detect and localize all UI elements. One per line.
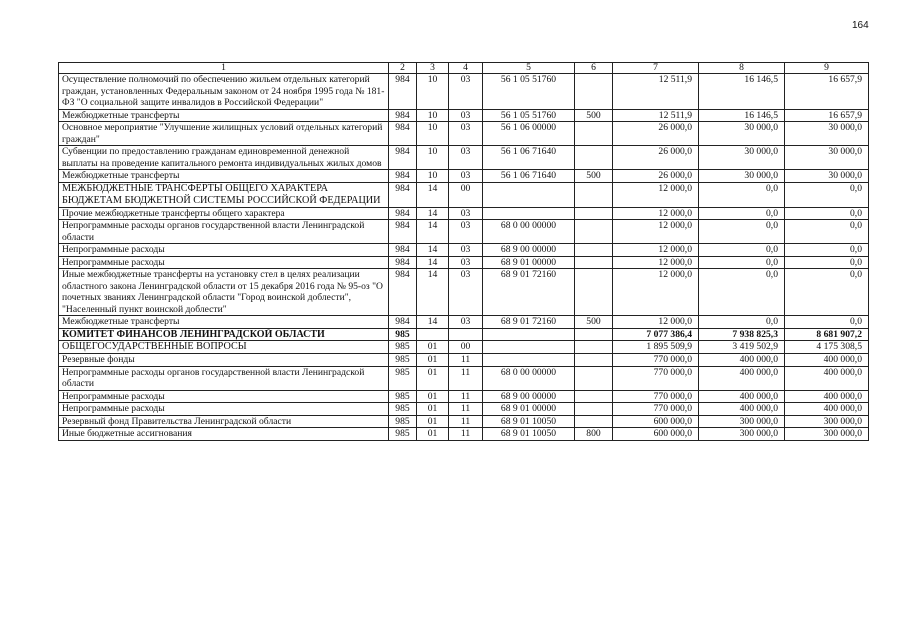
row-target-article: 56 1 05 51760 [483,74,575,110]
table-row [59,269,869,316]
row-amount-2: 30 000,0 [699,170,785,183]
row-amount-1: 26 000,0 [613,122,699,146]
row-amount-1: 600 000,0 [613,415,699,428]
row-amount-3: 16 657,9 [785,109,869,122]
row-name: Непрограммные расходы [59,390,389,403]
row-target-article: 56 1 06 71640 [483,170,575,183]
row-grbs: 984 [389,122,417,146]
row-amount-2: 0,0 [699,220,785,244]
row-amount-3: 16 657,9 [785,74,869,110]
row-grbs: 985 [389,328,417,341]
row-amount-3: 0,0 [785,256,869,269]
row-grbs: 984 [389,170,417,183]
row-amount-3: 0,0 [785,182,869,207]
row-name: Осуществление полномочий по обеспечению жильем отдельных категорий граждан, установленных Федеральным законом от 24 ноября 1995 года № 181-ФЗ "О социальной защите инвалидов в Российской Федерации" [59,74,389,110]
row-section: 01 [417,415,449,428]
row-amount-2: 30 000,0 [699,146,785,170]
table-row [59,74,869,110]
row-target-article [483,182,575,207]
row-amount-3: 0,0 [785,207,869,220]
row-grbs: 985 [389,403,417,416]
row-grbs: 984 [389,74,417,110]
row-amount-1: 12 000,0 [613,182,699,207]
row-target-article: 68 9 01 10050 [483,428,575,441]
table-row [59,256,869,269]
row-name: Резервные фонды [59,354,389,367]
row-expense-type [575,74,613,110]
row-amount-2: 7 938 825,3 [699,328,785,341]
row-target-article: 68 9 01 00000 [483,256,575,269]
row-target-article: 56 1 05 51760 [483,109,575,122]
row-amount-3: 0,0 [785,316,869,329]
row-amount-1: 770 000,0 [613,403,699,416]
row-amount-1: 12 000,0 [613,316,699,329]
row-amount-3: 4 175 308,5 [785,341,869,354]
row-target-article [483,341,575,354]
table-row [59,182,869,207]
row-name: ОБЩЕГОСУДАРСТВЕННЫЕ ВОПРОСЫ [59,341,389,354]
row-amount-2: 0,0 [699,316,785,329]
row-subsection: 03 [449,269,483,316]
row-name: Межбюджетные трансферты [59,170,389,183]
row-subsection: 11 [449,428,483,441]
row-subsection: 03 [449,122,483,146]
row-name: МЕЖБЮДЖЕТНЫЕ ТРАНСФЕРТЫ ОБЩЕГО ХАРАКТЕРА БЮДЖЕТАМ БЮДЖЕТНОЙ СИСТЕМЫ РОССИЙСКОЙ ФЕДЕРАЦИИ [59,182,389,207]
row-subsection: 03 [449,109,483,122]
col-header-8: 8 [699,63,785,74]
row-expense-type [575,341,613,354]
row-section: 10 [417,170,449,183]
row-subsection: 03 [449,244,483,257]
col-header-7: 7 [613,63,699,74]
row-amount-3: 400 000,0 [785,366,869,390]
row-grbs: 985 [389,415,417,428]
row-section: 10 [417,122,449,146]
row-name: Непрограммные расходы органов государственной власти Ленинградской области [59,220,389,244]
row-name: Иные бюджетные ассигнования [59,428,389,441]
row-amount-2: 3 419 502,9 [699,341,785,354]
row-section: 01 [417,341,449,354]
row-grbs: 985 [389,366,417,390]
row-subsection: 03 [449,170,483,183]
row-target-article: 68 9 00 00000 [483,390,575,403]
row-grbs: 985 [389,341,417,354]
row-section: 14 [417,256,449,269]
row-name: Субвенции по предоставлению гражданам единовременной денежной выплаты на проведение капитального ремонта индивидуальных жилых домов [59,146,389,170]
row-amount-3: 30 000,0 [785,122,869,146]
col-header-6: 6 [575,63,613,74]
row-expense-type [575,366,613,390]
row-target-article: 68 0 00 00000 [483,366,575,390]
row-grbs: 984 [389,109,417,122]
row-target-article [483,328,575,341]
table-row [59,428,869,441]
row-subsection: 03 [449,74,483,110]
row-section: 14 [417,269,449,316]
row-amount-2: 400 000,0 [699,366,785,390]
row-amount-1: 12 000,0 [613,207,699,220]
row-grbs: 984 [389,207,417,220]
row-target-article: 68 9 01 72160 [483,316,575,329]
col-header-2: 2 [389,63,417,74]
row-amount-2: 0,0 [699,182,785,207]
row-section: 10 [417,146,449,170]
table-row [59,170,869,183]
row-amount-3: 8 681 907,2 [785,328,869,341]
row-amount-3: 0,0 [785,220,869,244]
row-subsection: 11 [449,354,483,367]
table-row [59,354,869,367]
row-name: Непрограммные расходы [59,256,389,269]
table-row [59,341,869,354]
row-section: 01 [417,428,449,441]
row-expense-type [575,415,613,428]
row-subsection: 03 [449,220,483,244]
row-expense-type [575,244,613,257]
row-section: 01 [417,403,449,416]
row-subsection: 03 [449,316,483,329]
row-grbs: 984 [389,269,417,316]
row-amount-1: 770 000,0 [613,390,699,403]
table-row [59,109,869,122]
row-amount-2: 0,0 [699,269,785,316]
row-amount-2: 16 146,5 [699,109,785,122]
row-expense-type [575,122,613,146]
row-amount-1: 12 511,9 [613,109,699,122]
row-target-article: 68 0 00 00000 [483,220,575,244]
row-amount-2: 300 000,0 [699,428,785,441]
row-section: 10 [417,74,449,110]
table-row [59,328,869,341]
row-target-article: 68 9 01 00000 [483,403,575,416]
row-amount-1: 26 000,0 [613,146,699,170]
row-subsection: 00 [449,341,483,354]
table-row [59,207,869,220]
row-section: 01 [417,390,449,403]
row-amount-3: 400 000,0 [785,354,869,367]
row-amount-1: 12 000,0 [613,256,699,269]
row-target-article: 56 1 06 71640 [483,146,575,170]
row-name: Непрограммные расходы органов государственной власти Ленинградской области [59,366,389,390]
row-section: 14 [417,220,449,244]
row-amount-1: 600 000,0 [613,428,699,441]
row-amount-1: 26 000,0 [613,170,699,183]
row-expense-type [575,403,613,416]
row-name: Прочие межбюджетные трансферты общего характера [59,207,389,220]
row-subsection: 00 [449,182,483,207]
row-section: 14 [417,207,449,220]
row-subsection: 03 [449,146,483,170]
row-expense-type [575,269,613,316]
row-subsection [449,328,483,341]
row-subsection: 11 [449,403,483,416]
row-name: Непрограммные расходы [59,244,389,257]
row-grbs: 984 [389,256,417,269]
row-amount-3: 30 000,0 [785,170,869,183]
row-grbs: 984 [389,146,417,170]
row-section: 01 [417,366,449,390]
row-amount-3: 400 000,0 [785,390,869,403]
row-section: 14 [417,182,449,207]
table-row [59,390,869,403]
page-number: 164 [852,20,869,31]
row-target-article: 68 9 01 10050 [483,415,575,428]
row-amount-1: 12 000,0 [613,269,699,316]
row-amount-2: 16 146,5 [699,74,785,110]
budget-table [58,62,869,441]
row-section: 10 [417,109,449,122]
row-target-article: 68 9 00 00000 [483,244,575,257]
row-name: Межбюджетные трансферты [59,316,389,329]
row-expense-type: 500 [575,170,613,183]
row-grbs: 985 [389,390,417,403]
row-amount-2: 30 000,0 [699,122,785,146]
header-row [59,63,869,74]
row-subsection: 03 [449,256,483,269]
row-target-article [483,354,575,367]
row-section: 14 [417,244,449,257]
row-name: Межбюджетные трансферты [59,109,389,122]
row-expense-type [575,390,613,403]
row-amount-2: 0,0 [699,256,785,269]
table-row [59,316,869,329]
row-name: Резервный фонд Правительства Ленинградской области [59,415,389,428]
row-amount-3: 300 000,0 [785,428,869,441]
row-amount-2: 400 000,0 [699,403,785,416]
row-expense-type [575,354,613,367]
row-amount-2: 300 000,0 [699,415,785,428]
row-amount-3: 300 000,0 [785,415,869,428]
row-grbs: 984 [389,316,417,329]
row-grbs: 984 [389,182,417,207]
row-grbs: 985 [389,354,417,367]
row-name: Основное мероприятие "Улучшение жилищных условий отдельных категорий граждан" [59,122,389,146]
row-target-article: 56 1 06 00000 [483,122,575,146]
row-expense-type [575,182,613,207]
row-grbs: 985 [389,428,417,441]
table-row [59,415,869,428]
row-target-article [483,207,575,220]
row-expense-type [575,207,613,220]
row-expense-type [575,256,613,269]
col-header-4: 4 [449,63,483,74]
row-section [417,328,449,341]
row-subsection: 11 [449,415,483,428]
row-grbs: 984 [389,220,417,244]
col-header-5: 5 [483,63,575,74]
row-amount-1: 1 895 509,9 [613,341,699,354]
row-grbs: 984 [389,244,417,257]
row-amount-1: 12 000,0 [613,220,699,244]
row-amount-2: 400 000,0 [699,390,785,403]
col-header-9: 9 [785,63,869,74]
row-amount-2: 0,0 [699,207,785,220]
row-name: Иные межбюджетные трансферты на установку стел в целях реализации областного закона Ленинградской области от 15 декабря 2016 года № 95-оз "О почетных званиях Ленинградской области "Город воинской доблести", "Населенный пункт воинской доблести" [59,269,389,316]
row-subsection: 11 [449,366,483,390]
row-name: Непрограммные расходы [59,403,389,416]
table-row [59,403,869,416]
row-expense-type: 500 [575,109,613,122]
row-amount-2: 0,0 [699,244,785,257]
row-expense-type [575,220,613,244]
table-row [59,244,869,257]
row-amount-3: 30 000,0 [785,146,869,170]
row-amount-1: 12 000,0 [613,244,699,257]
col-header-3: 3 [417,63,449,74]
row-amount-2: 400 000,0 [699,354,785,367]
row-amount-1: 7 077 386,4 [613,328,699,341]
table-row [59,220,869,244]
row-amount-3: 400 000,0 [785,403,869,416]
row-amount-3: 0,0 [785,244,869,257]
row-subsection: 03 [449,207,483,220]
row-section: 01 [417,354,449,367]
row-expense-type: 800 [575,428,613,441]
row-expense-type: 500 [575,316,613,329]
table-row [59,366,869,390]
table-row [59,146,869,170]
row-amount-1: 12 511,9 [613,74,699,110]
row-section: 14 [417,316,449,329]
col-header-1: 1 [59,63,389,74]
row-name: КОМИТЕТ ФИНАНСОВ ЛЕНИНГРАДСКОЙ ОБЛАСТИ [59,328,389,341]
row-amount-1: 770 000,0 [613,366,699,390]
row-expense-type [575,146,613,170]
row-amount-1: 770 000,0 [613,354,699,367]
table-row [59,122,869,146]
row-target-article: 68 9 01 72160 [483,269,575,316]
row-amount-3: 0,0 [785,269,869,316]
row-expense-type [575,328,613,341]
row-subsection: 11 [449,390,483,403]
